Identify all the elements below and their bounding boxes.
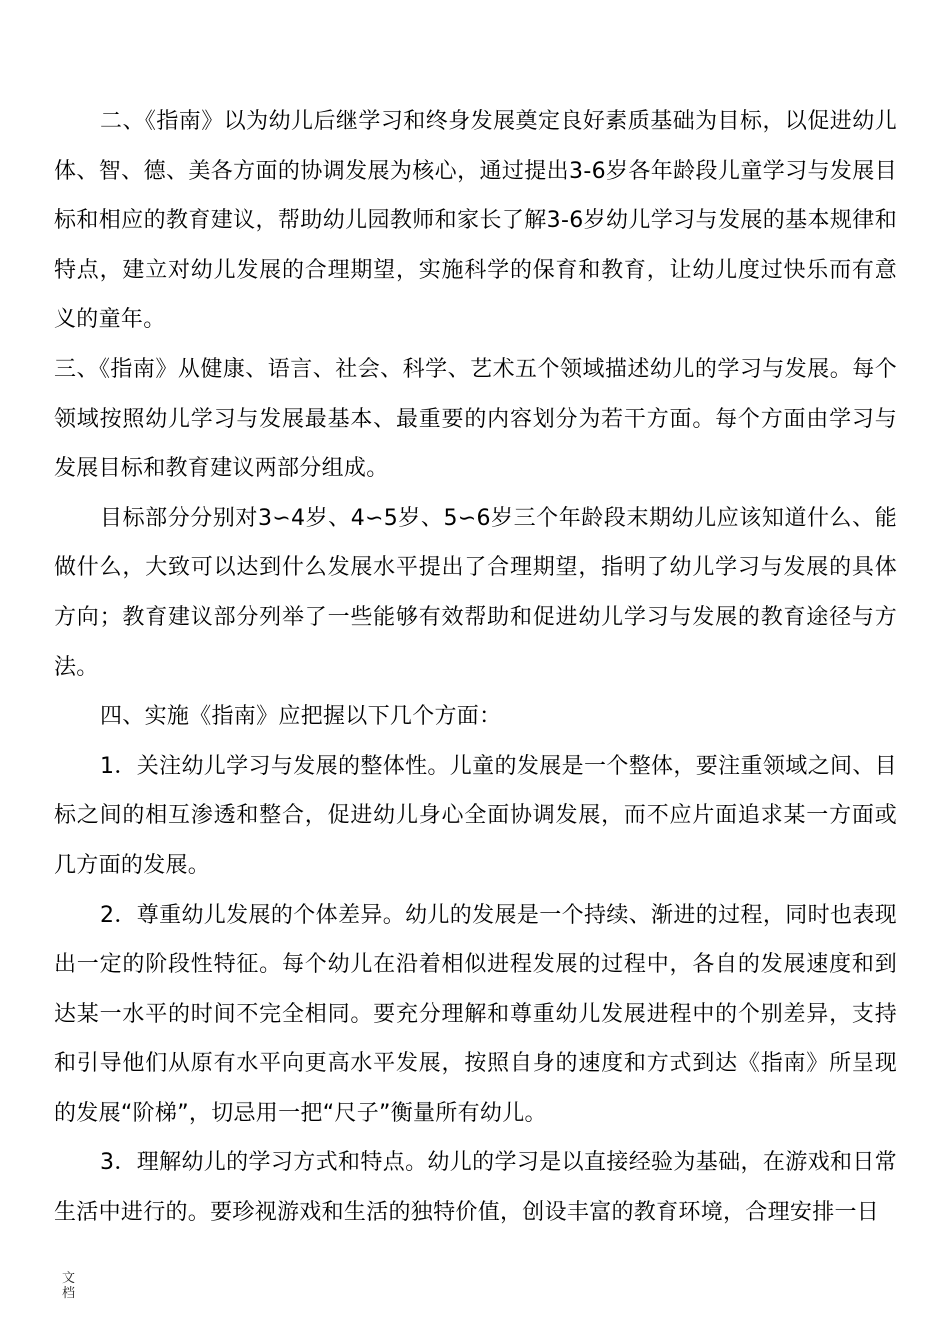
paragraph-item-1: 1．关注幼儿学习与发展的整体性。儿童的发展是一个整体，要注重领域之间、目标之间的相互渗透和整合，促进幼儿身心全面协调发展，而不应片面追求某一方面或几方面的发展。 [54, 753, 897, 878]
paragraph-goals: 目标部分分别对3∽4岁、4∽5岁、5∽6岁三个年龄段末期幼儿应该知道什么、能做什么，大致可以达到什么发展水平提出了合理期望，指明了幼儿学习与发展的具体方向；教育建议部分列举了一些能够有效帮助和促进幼儿学习与发展的教育途径与方法。 [54, 505, 897, 680]
paragraph-section-3: 三、《指南》从健康、语言、社会、科学、艺术五个领域描述幼儿的学习与发展。每个领域按照幼儿学习与发展最基本、最重要的内容划分为若干方面。每个方面由学习与发展目标和教育建议两部分组成。 [54, 356, 897, 482]
paragraph-section-4-heading: 四、实施《指南》应把握以下几个方面： [100, 704, 502, 730]
footer-label: 文档 [62, 1271, 76, 1301]
paragraph-item-2: 2．尊重幼儿发展的个体差异。幼儿的发展是一个持续、渐进的过程，同时也表现出一定的阶段性特征。每个幼儿在沿着相似进程发展的过程中，各自的发展速度和到达某一水平的时间不完全相同。要充分理解和尊重幼儿发展进程中的个别差异，支持和引导他们从原有水平向更高水平发展，按照自身的速度和方式到达《指南》所呈现的发展“阶梯”，切忌用一把“尺子”衡量所有幼儿。 [54, 902, 897, 1126]
paragraph-item-3: 3．理解幼儿的学习方式和特点。幼儿的学习是以直接经验为基础，在游戏和日常生活中进行的。要珍视游戏和生活的独特价值，创设丰富的教育环境，合理安排一日 [54, 1150, 897, 1226]
document-body [54, 97, 897, 1238]
paragraph-section-2: 二、《指南》以为幼儿后继学习和终身发展奠定良好素质基础为目标，以促进幼儿体、智、德、美各方面的协调发展为核心，通过提出3-6岁各年龄段儿童学习与发展目标和相应的教育建议，帮助幼儿园教师和家长了解3-6岁幼儿学习与发展的基本规律和特点，建立对幼儿发展的合理期望，实施科学的保育和教育，让幼儿度过快乐而有意义的童年。 [54, 109, 897, 333]
